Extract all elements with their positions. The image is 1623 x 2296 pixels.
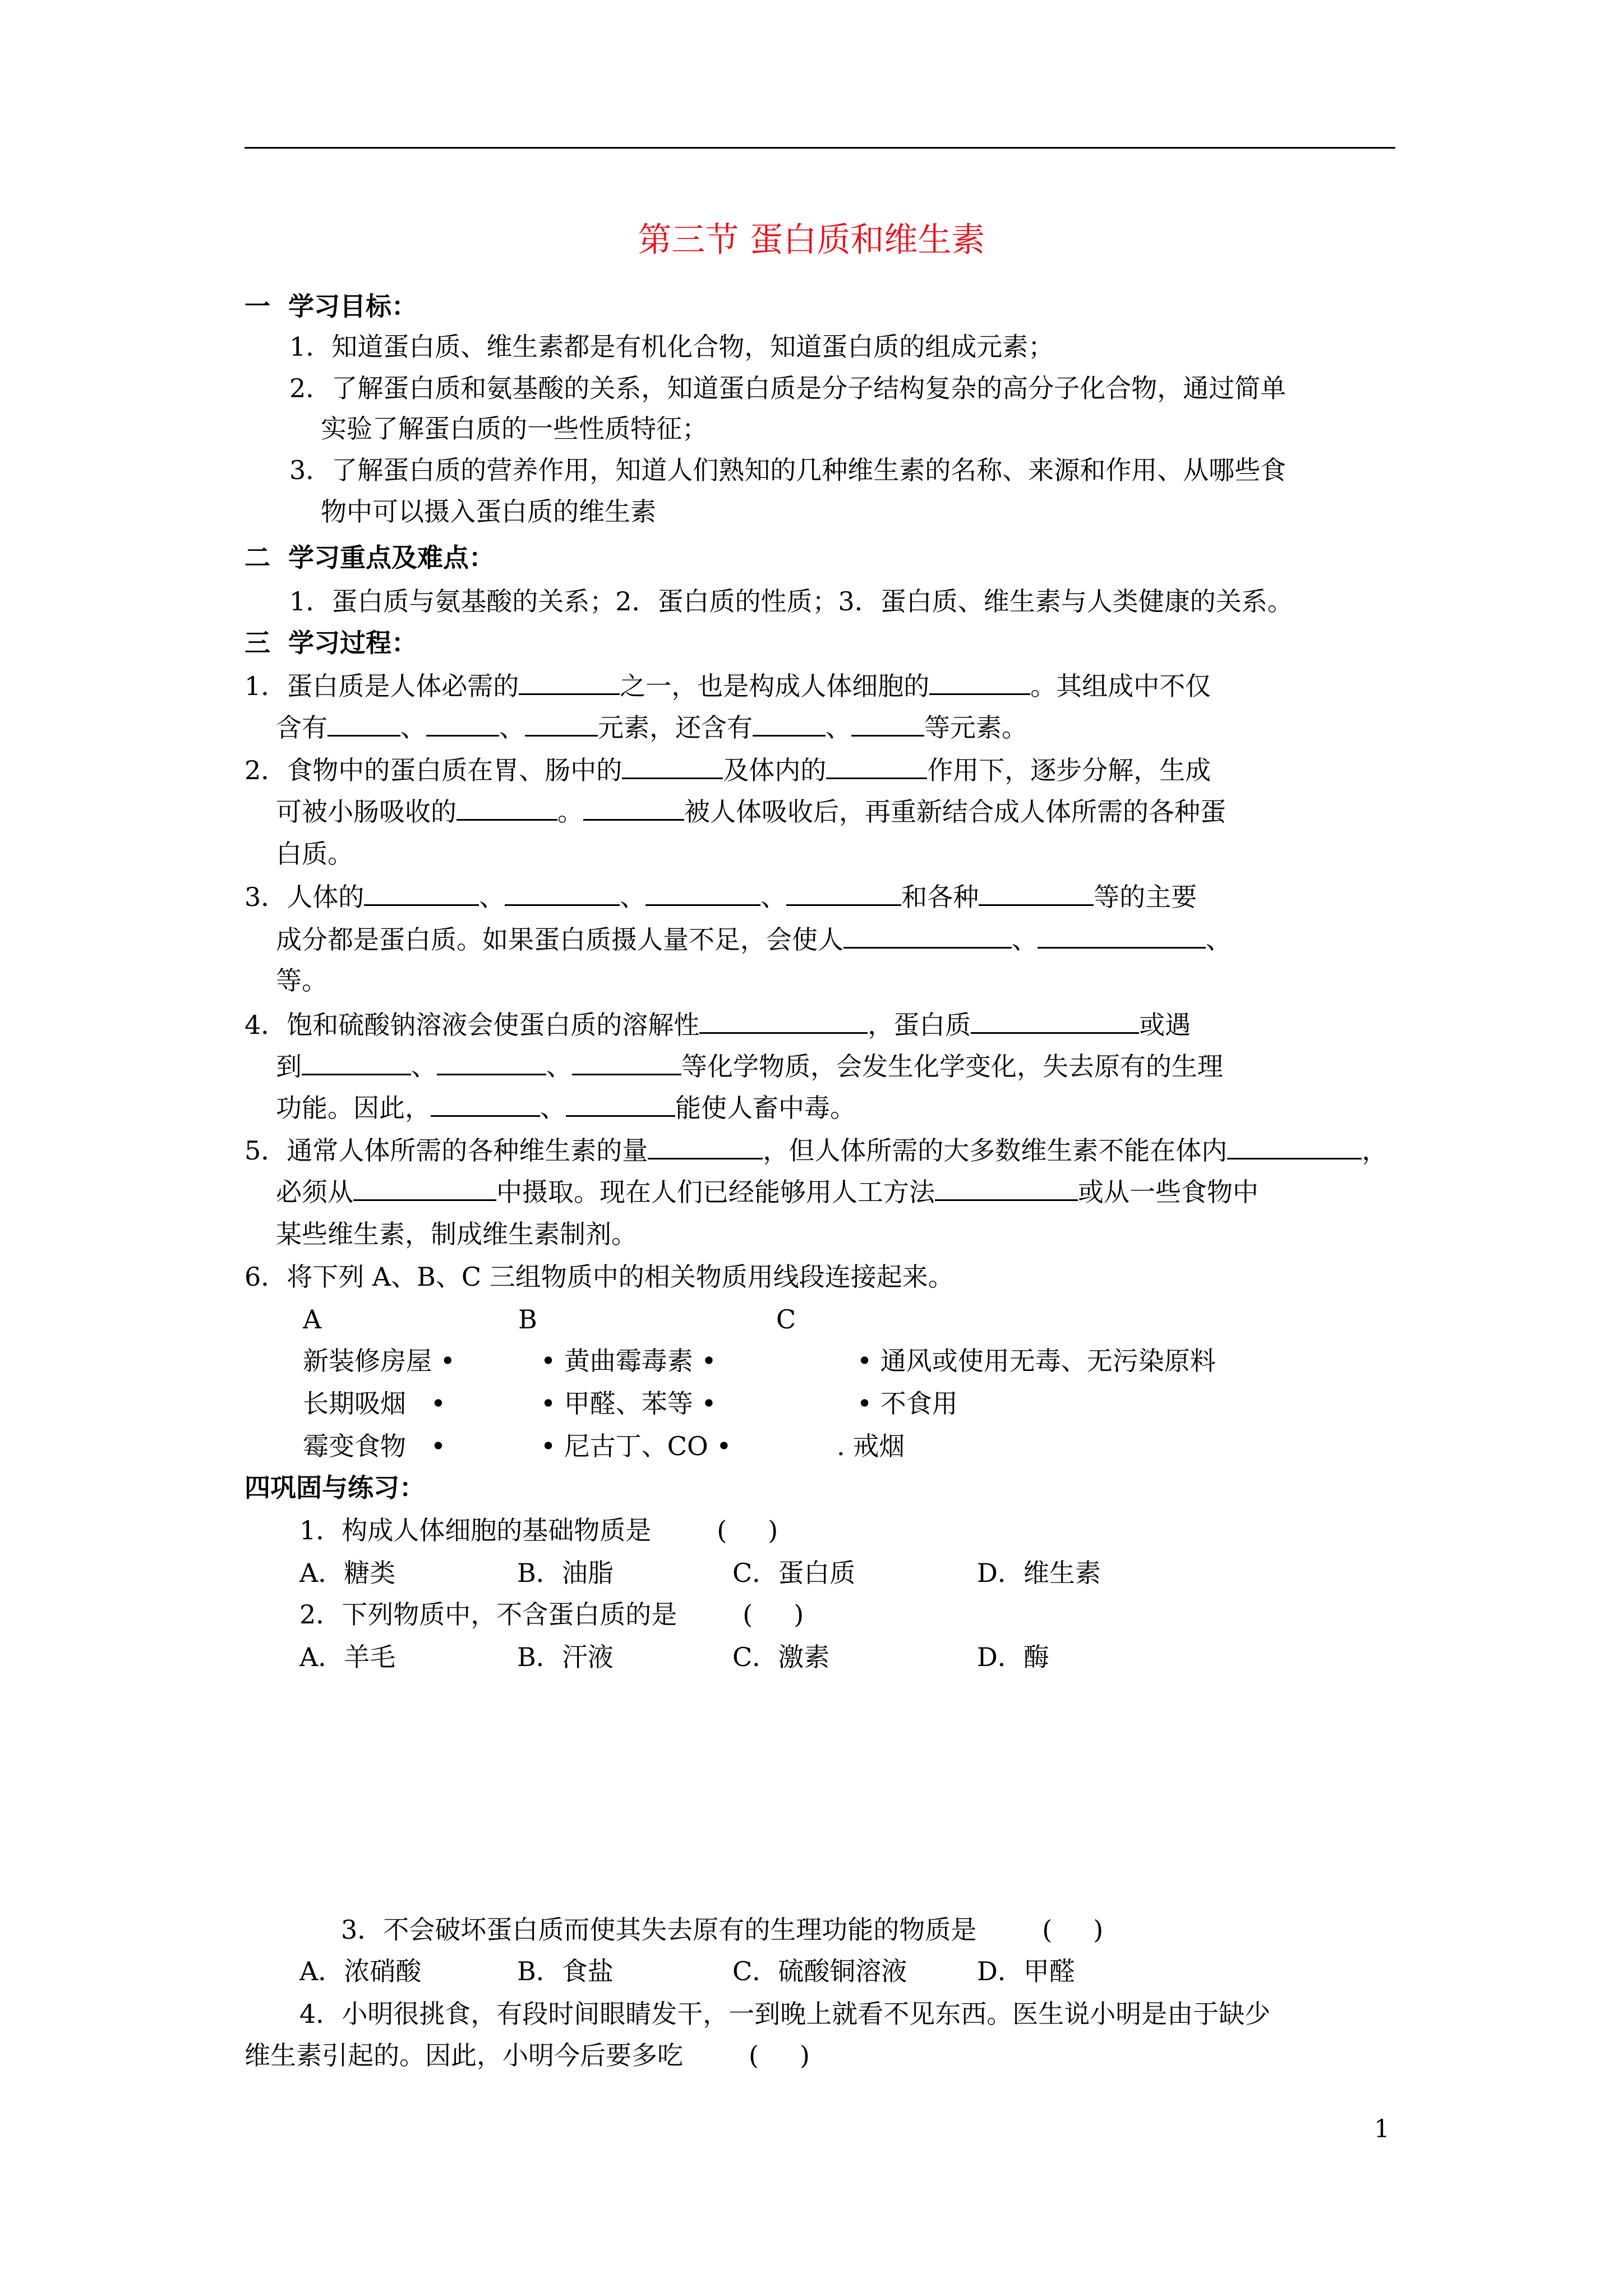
- section-heading-keypoints: 二 学习重点及难点：: [245, 542, 495, 573]
- q5-line3: 某些维生素，制成维生素制剂。: [276, 1219, 637, 1249]
- q6-b-item: • 尼古丁、CO •: [541, 1431, 732, 1461]
- practice-3-question: 3．不会破坏蛋白质而使其失去原有的生理功能的物质是 ( ): [341, 1915, 1104, 1945]
- blank[interactable]: [519, 668, 620, 695]
- q6-c-item: . 戒烟: [837, 1431, 905, 1461]
- blank[interactable]: [431, 1089, 540, 1117]
- q6-c-item: • 通风或使用无毒、无污染原料: [857, 1346, 1216, 1376]
- goal-2b: 实验了解蛋白质的一些性质特征；: [321, 413, 708, 444]
- goal-3b: 物中可以摄入蛋白质的维生素: [321, 496, 656, 527]
- practice-2-option[interactable]: A．羊毛: [299, 1642, 396, 1672]
- page-title: 第三节 蛋白质和维生素: [638, 220, 985, 260]
- blank[interactable]: [851, 709, 924, 737]
- practice-4-line2: 维生素引起的。因此，小明今后要多吃 ( ): [245, 2040, 810, 2070]
- blank[interactable]: [929, 668, 1030, 695]
- q6-a-item: 霉变食物 •: [303, 1431, 446, 1461]
- q5-line2: 必须从 中摄取。现在人们已经能够用人工方法 或从一些食物中: [276, 1174, 1258, 1210]
- blank[interactable]: [699, 1006, 868, 1034]
- blank[interactable]: [572, 1048, 681, 1075]
- section-heading-goals: 一 学习目标：: [245, 291, 418, 321]
- q2-line3: 白质。: [276, 839, 353, 869]
- blank[interactable]: [979, 878, 1094, 906]
- q6-a-item: 新装修房屋 •: [303, 1346, 455, 1376]
- page-number: 1: [1374, 2115, 1390, 2143]
- q6-header-c: C: [776, 1304, 796, 1335]
- q1-line2: 含有 、 、 元素，还含有 、 等元素。: [276, 709, 1027, 746]
- blank[interactable]: [753, 709, 826, 737]
- blank[interactable]: [971, 1006, 1139, 1034]
- practice-4-line1: 4．小明很挑食，有段时间眼睛发干，一到晚上就看不见东西。医生说小明是由于缺少: [299, 1999, 1271, 2029]
- q6-b-item: • 甲醛、苯等 •: [541, 1388, 717, 1419]
- blank[interactable]: [648, 1132, 763, 1159]
- practice-3-option[interactable]: C．硫酸铜溶液: [732, 1956, 907, 1986]
- practice-3-option[interactable]: A．浓硝酸: [299, 1956, 422, 1986]
- q6-a-item: 长期吸烟 •: [303, 1388, 446, 1419]
- q1-line1: 1．蛋白质是人体必需的 之一，也是构成人体细胞的 。其组成中不仅: [245, 668, 1211, 704]
- header-rule: [245, 147, 1395, 149]
- q6-header-a: A: [303, 1304, 322, 1335]
- q2-line2: 可被小肠吸收的 。 被人体吸收后，再重新结合成人体所需的各种蛋: [276, 793, 1226, 830]
- q6-intro: 6．将下列 A、B、C 三组物质中的相关物质用线段连接起来。: [245, 1262, 954, 1292]
- blank[interactable]: [353, 1174, 496, 1201]
- blank[interactable]: [1227, 1132, 1362, 1159]
- blank[interactable]: [645, 878, 760, 906]
- blank[interactable]: [622, 752, 723, 779]
- q3-line2: 成分都是蛋白质。如果蛋白质摄人量不足，会使人 、 、: [276, 921, 1232, 958]
- goal-1: 1．知道蛋白质、维生素都是有机化合物，知道蛋白质的组成元素；: [289, 332, 1054, 362]
- blank[interactable]: [505, 878, 620, 906]
- practice-3-option[interactable]: D．甲醛: [977, 1956, 1075, 1986]
- q4-line1: 4．饱和硫酸钠溶液会使蛋白质的溶解性 ，蛋白质 或遇: [245, 1006, 1191, 1043]
- blank[interactable]: [426, 709, 499, 737]
- blank[interactable]: [525, 709, 598, 737]
- practice-2-option[interactable]: C．激素: [732, 1642, 830, 1672]
- blank[interactable]: [302, 1048, 411, 1075]
- q4-line2: 到 、 、 等化学物质，会发生化学变化，失去原有的生理: [276, 1048, 1223, 1084]
- q3-line3: 等。: [276, 965, 328, 996]
- practice-2-question: 2．下列物质中，不含蛋白质的是 ( ): [299, 1599, 804, 1630]
- q3-line1: 3．人体的 、 、 、 和各种 等的主要: [245, 878, 1197, 915]
- q6-header-b: B: [518, 1304, 537, 1335]
- q5-line1: 5．通常人体所需的各种维生素的量 ，但人体所需的大多数维生素不能在体内 ，: [245, 1132, 1387, 1168]
- blank[interactable]: [935, 1174, 1078, 1201]
- q6-b-item: • 黄曲霉毒素 •: [541, 1346, 717, 1376]
- practice-1-option[interactable]: A．糖类: [299, 1558, 396, 1588]
- practice-1-option[interactable]: C．蛋白质: [732, 1558, 856, 1588]
- practice-3-option[interactable]: B．食盐: [517, 1956, 614, 1986]
- q6-c-item: • 不食用: [857, 1388, 958, 1419]
- blank[interactable]: [457, 793, 557, 821]
- blank[interactable]: [583, 793, 684, 821]
- practice-1-option[interactable]: D．维生素: [977, 1558, 1101, 1588]
- blank[interactable]: [826, 752, 927, 779]
- practice-1-question: 1．构成人体细胞的基础物质是 ( ): [299, 1515, 778, 1545]
- blank[interactable]: [843, 921, 1012, 949]
- blank[interactable]: [566, 1089, 675, 1117]
- section-heading-process: 三 学习过程：: [245, 628, 418, 658]
- blank[interactable]: [786, 878, 901, 906]
- keypoints-line: 1．蛋白质与氨基酸的关系；2．蛋白质的性质；3．蛋白质、维生素与人类健康的关系。: [289, 586, 1293, 616]
- blank[interactable]: [364, 878, 479, 906]
- q2-line1: 2．食物中的蛋白质在胃、肠中的 及体内的 作用下，逐步分解，生成: [245, 752, 1211, 788]
- section-heading-practice: 四巩固与练习：: [245, 1473, 425, 1503]
- q4-line3: 功能。因此， 、 能使人畜中毒。: [276, 1089, 856, 1126]
- blank[interactable]: [437, 1048, 546, 1075]
- goal-3a: 3．了解蛋白质的营养作用，知道人们熟知的几种维生素的名称、来源和作用、从哪些食: [289, 455, 1287, 485]
- practice-2-option[interactable]: D．酶: [977, 1642, 1049, 1672]
- goal-2a: 2．了解蛋白质和氨基酸的关系，知道蛋白质是分子结构复杂的高分子化合物，通过简单: [289, 373, 1287, 403]
- blank[interactable]: [328, 709, 400, 737]
- practice-1-option[interactable]: B．油脂: [517, 1558, 614, 1588]
- blank[interactable]: [1038, 921, 1206, 949]
- practice-2-option[interactable]: B．汗液: [517, 1642, 614, 1672]
